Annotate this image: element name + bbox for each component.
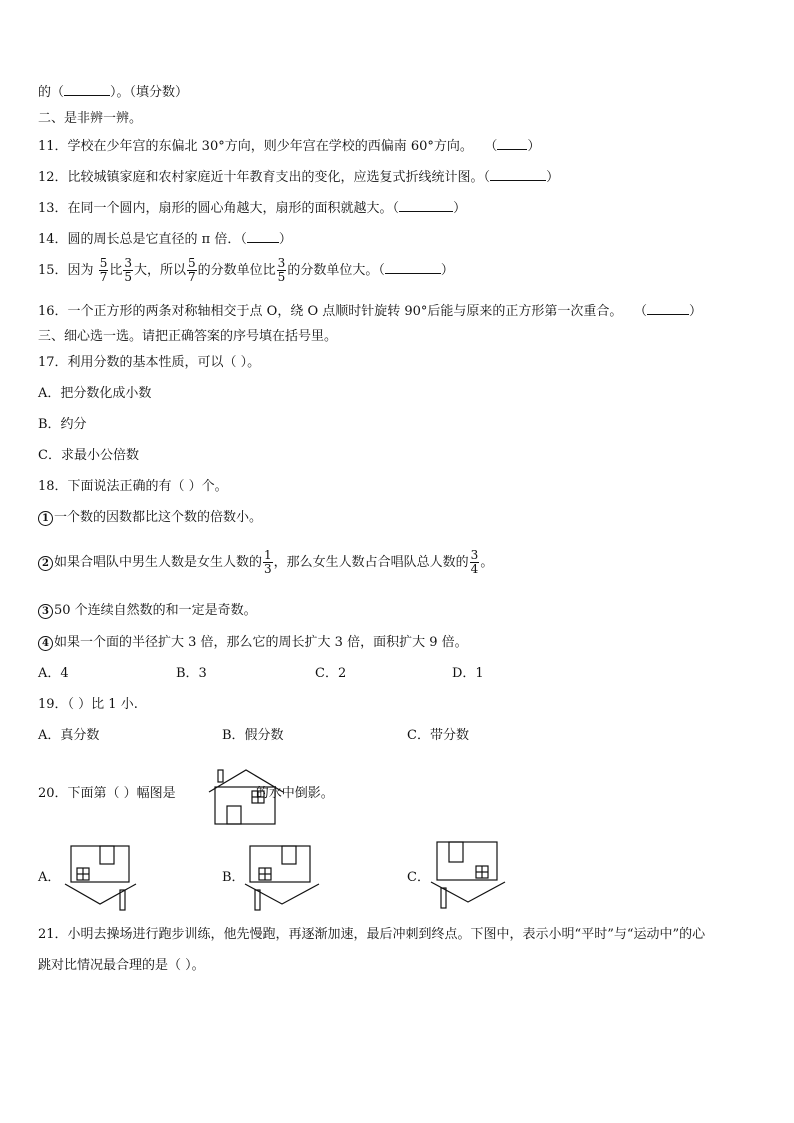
circled-number: 3 [38, 604, 53, 619]
circled-number: 2 [38, 556, 53, 571]
question-11: 11．学校在少年宫的东偏北 30°方向，则少年宫在学校的西偏南 60°方向。 （ ） [38, 139, 541, 154]
statement-2: 2 如果合唱队中男生人数是女生人数的 $\frac{1}{3}$ ，那么女生人数占合唱队总人数的 $\frac{3}{4}$ 。 [38, 546, 493, 580]
option-d[interactable]: D．1 [452, 666, 484, 681]
house-picture [208, 768, 284, 826]
question-15: 15．因为 $\frac{5}{7}$ 比 $\frac{3}{5}$ 大，所以 $\frac{5}{7}$ 的分数单位比 $\frac{3}{5}$ 的分数单位大。（ ） [38, 256, 454, 284]
circled-number: 4 [38, 636, 53, 651]
question-10-fragment: 的（ ）。（填分数） [38, 85, 189, 100]
question-21-continued: 跳对比情况最合理的是（ ）。 [38, 958, 205, 973]
option-a-picture[interactable] [64, 844, 140, 912]
option-c[interactable]: C． [407, 870, 430, 885]
option-c[interactable]: C．带分数 [407, 728, 469, 743]
question-14: 14．圆的周长总是它直径的 π 倍．（ ） [38, 232, 292, 247]
question-12: 12．比较城镇家庭和农村家庭近十年教育支出的变化，应选复式折线统计图。（ ） [38, 170, 560, 185]
fraction: $\frac{3}{4}$ [470, 548, 479, 576]
answer-blank[interactable] [399, 199, 453, 212]
option-c-picture[interactable] [430, 840, 506, 910]
question-16: 16．一个正方形的两条对称轴相交于点 O，绕 O 点顺时针旋转 90°后能与原来的正方形第一次重合。 （ ） [38, 304, 702, 319]
question-18: 18．下面说法正确的有（ ）个。 [38, 479, 228, 494]
statement-4: 4 如果一个面的半径扩大 3 倍，那么它的周长扩大 3 倍，面积扩大 9 倍。 [38, 635, 468, 651]
section-3-heading: 三、细心选一选。请把正确答案的序号填在括号里。 [38, 329, 338, 344]
statement-3: 3 50 个连续自然数的和一定是奇数。 [38, 603, 257, 619]
question-21: 21．小明去操场进行跑步训练，他先慢跑，再逐渐加速，最后冲刺到终点。下图中，表示小明“平时”与“运动中”的心 [38, 927, 706, 942]
option-b[interactable]: B． [222, 870, 245, 885]
answer-blank[interactable] [647, 302, 689, 315]
section-2-heading: 二、是非辨一辨。 [38, 111, 143, 126]
fraction: $\frac{3}{5}$ [277, 256, 286, 284]
fraction: $\frac{1}{3}$ [264, 548, 272, 576]
option-a[interactable]: A．把分数化成小数 [38, 386, 152, 401]
option-c[interactable]: C．2 [315, 666, 347, 681]
option-a[interactable]: A． [38, 870, 61, 885]
fraction: $\frac{3}{5}$ [124, 256, 132, 284]
answer-blank[interactable] [247, 230, 279, 243]
statement-1: 1 一个数的因数都比这个数的倍数小。 [38, 510, 262, 526]
option-a[interactable]: A．真分数 [38, 728, 100, 743]
option-c[interactable]: C．求最小公倍数 [38, 448, 139, 463]
answer-blank[interactable] [64, 83, 110, 96]
answer-blank[interactable] [385, 261, 441, 274]
answer-blank[interactable] [497, 137, 527, 150]
answer-blank[interactable] [490, 168, 546, 181]
option-a[interactable]: A．4 [38, 666, 69, 681]
question-19: 19．（ ）比 1 小. [38, 697, 138, 712]
fraction: $\frac{5}{7}$ [188, 256, 196, 284]
option-b-picture[interactable] [244, 844, 320, 912]
circled-number: 1 [38, 511, 53, 526]
fraction: $\frac{5}{7}$ [99, 256, 108, 284]
option-b[interactable]: B．约分 [38, 417, 87, 432]
question-13: 13．在同一个圆内，扇形的圆心角越大，扇形的面积就越大。（ ） [38, 201, 467, 216]
option-b[interactable]: B．3 [176, 666, 207, 681]
question-20: 20．下面第（ ）幅图是 的水中倒影。 [38, 786, 334, 801]
question-17: 17．利用分数的基本性质，可以（ ）。 [38, 355, 261, 370]
option-b[interactable]: B．假分数 [222, 728, 284, 743]
